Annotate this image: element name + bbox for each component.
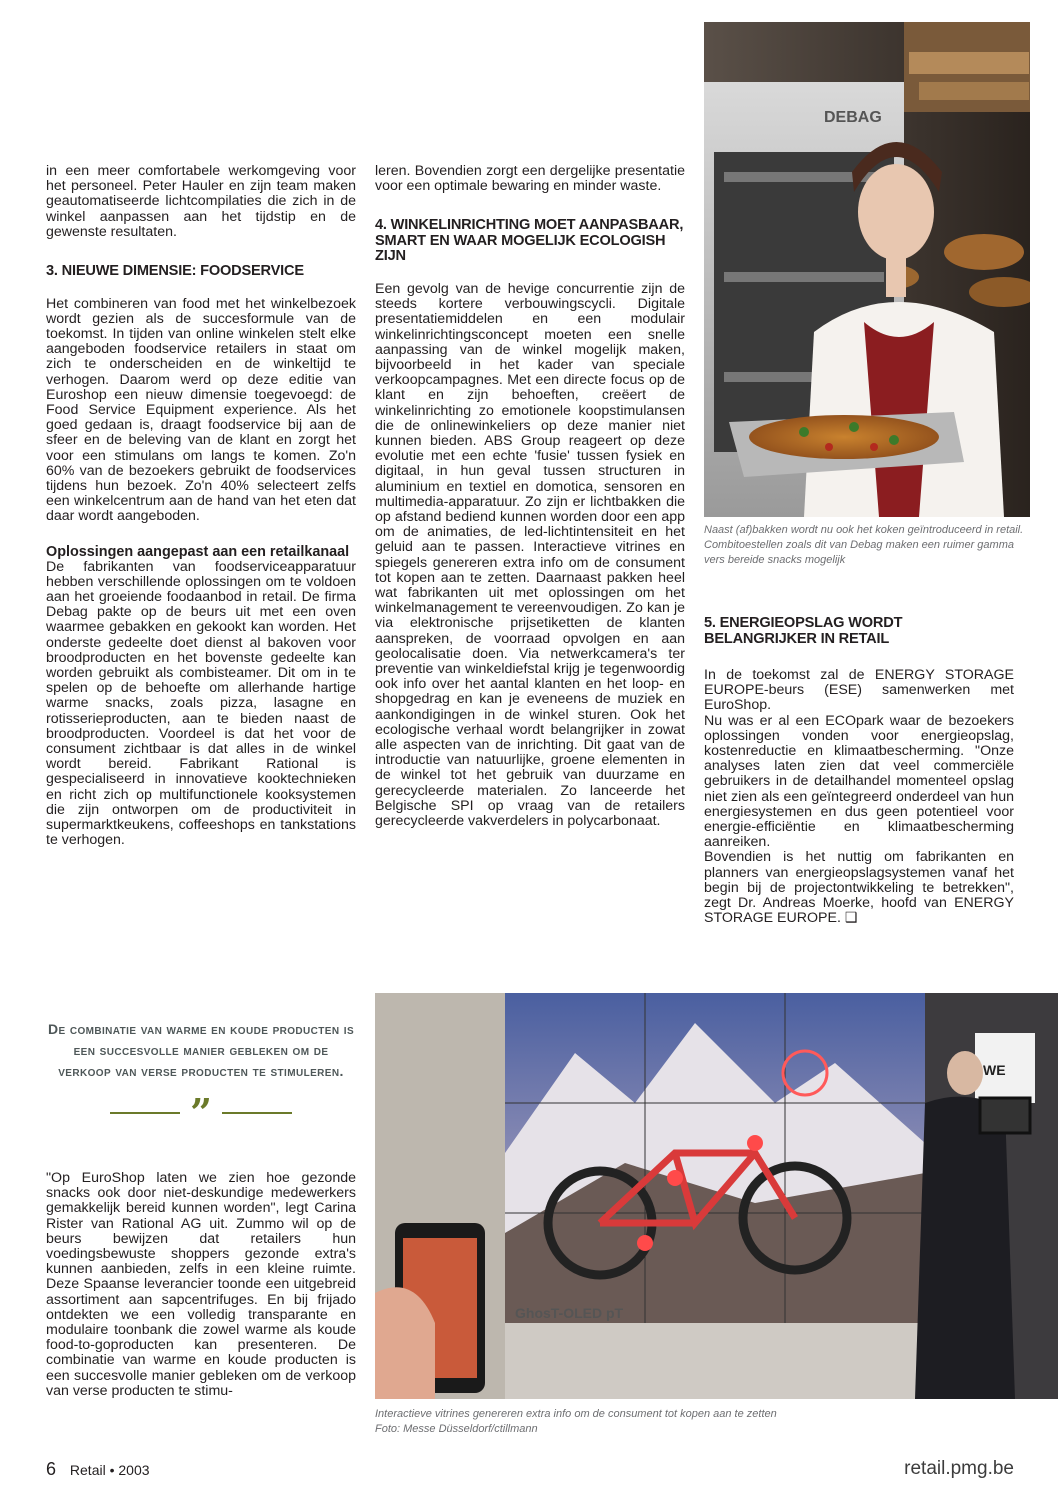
paragraph: In de toekomst zal de ENERGY STORAGE EUROPE-beurs (ESE) samenwerken met EuroShop. bbox=[704, 667, 1014, 714]
page-number: 6 bbox=[46, 1459, 57, 1479]
column-2 bbox=[375, 164, 685, 829]
photo-caption-debag: Naast (af)bakken wordt nu ook het koken geïntroduceerd in retail. Combitoestellen zoals dit van Debag maken een ruimer gamma vers bereide snacks mogelijk bbox=[704, 524, 1024, 566]
page-footer-left bbox=[46, 1459, 150, 1480]
quote-divider bbox=[46, 1090, 356, 1135]
paragraph: "Op EuroShop laten we zien hoe gezonde snacks ook door niet-deskundige medewerkers gemakkelijk bereid kunnen worden", legt Carina Rister van Rational AG uit. Zummo wil op de beurs bewijzen dat retailers hun voedingsbewuste shoppers gezonde extra's kunnen aanbieden, zelfs in een kleine ruimte. Deze Spaanse leverancier toonde een uitgebreid assortiment aan sapcentrifuges. En bij frijado ontdekten we een volledig transparante en modulaire toonbank die zowel warme als koude food-to-goproducten kan presenteren. De combinatie van warme en koude producten is een succesvolle manier gebleken om de verkoop van verse producten te stimu- bbox=[46, 1170, 356, 1399]
paragraph-text: Bovendien is het nuttig om fabrikanten en planners van energieopslagsystemen vanaf het begin bij de projectontwikkeling te betrekken", zegt Dr. Andreas Moerke, hoofd van ENERGY STORAGE EUROPE. bbox=[704, 849, 1014, 927]
section-heading-foodservice: 3. NIEUWE DIMENSIE: FOODSERVICE bbox=[46, 263, 304, 280]
divider-line bbox=[110, 1112, 180, 1114]
paragraph: in een meer comfortabele werkomgeving voor het personeel. Peter Hauler en zijn team maken geautomatiseerde lichtcompilaties die zich in de winkel aanpassen aan het tijdstip en de gewenste resultaten. bbox=[46, 163, 356, 240]
photo-credit: Foto: Messe Düsseldorf/ctillmann bbox=[375, 1423, 538, 1435]
paragraph: De fabrikanten van foodserviceapparatuur hebben verschillende oplossingen om te voldoen aan het groeiende foodaanbod in retail. De firma Debag pakte op de beurs uit met een oven waarmee gebakken en gekookt kan worden. Het onderste gedeelte doet dienst al bakoven voor broodproducten en het bovenste gedeelte kan worden gebruikt als combisteamer. Dit om in te spelen op de behoefte om allerhande hartige warme snacks, zoals pizza, lasagne en rotisserieproducten, aan te bieden naast de broodproducten. Voordeel is dat het voor de consument zichtbaar is dat alles in de winkel wordt bereid. Fabrikant Rational is gespecialiseerd in innovatieve kooktechnieken en richt zich op multifunctionele kooksystemen die zijn ontworpen om de productiviteit in supermarktkeukens, coffeeshops en tankstations te verhogen. bbox=[46, 558, 356, 849]
paragraph: Het combineren van food met het winkelbezoek wordt gezien als de succesformule van de toekomst. In tijden van online winkelen stelt elke aangeboden foodservice retailers in staat om zich te onderscheiden en de winkeltijd te verhogen. Daarom werd op deze editie van Euroshop een nieuw dimensie toegevoegd: de Food Service Equipment experience. Als het goed gedaan is, draagt foodservice bij aan de sfeer en de beleving van de klant en zorgt het voor een stimulans om langs te komen. Zo'n 60% van de bezoekers gebruikt de foodservices tijdens hun bezoek. Zo'n 40% selecteert zelfs een winkelcentrum aan de hand van het eten dat daar wordt aangeboden. bbox=[46, 295, 356, 525]
debag-oven-illustration bbox=[704, 22, 1030, 517]
booth-sign-text: WE bbox=[983, 1062, 1006, 1078]
paragraph: Een gevolg van de hevige concurrentie zijn de steeds kortere verbouwingscycli. Digitale presentatiemiddelen en een modulair winkelinrichtingsconcept moeten een snelle aanpassing van de winkel mogelijk maken, bijvoorbeeld in het kader van speciale verkoopcampagnes. Met een directe focus op de klant en zijn behoeften, creëert de winkelinrichting zo emotionele koopstimulansen die de onlinewinkeliers op deze manier niet kunnen bieden. ABS Group reageert op deze evolutie met een echte 'fusie' tussen fysiek en digitaal, in hun geval tussen structuren in aluminium en textiel en domotica, sensoren en multimedia-apparatuur. Zo zijn er lichtbakken die op afstand bediend kunnen worden door een app om de animaties, de led-lichtintensiteit en het geluid aan te passen. Interactieve vitrines en spiegels genereren extra info om de consument tot kopen aan te zetten. Daarnaast pakken heel wat fabrikanten uit met oplossingen om het winkelmanagement te vereenvoudigen. Zo kan je via elektronische prijsetiketten de klanten aanspreken, de voorraad opvolgen en aan geolocalisatie doen. Via netwerkcamera's ter preventie van winkeldiefstal krijg je tegenwoordig ook info over het aantal klanten en het loop- en shopgedrag en kan je eveneens de muziek en aankondigingen in de winkel sturen. Ook het ecologische verhaal wordt belangrijker in zowat alle aspecten van de inrichting. Dit gaat van de introductie van natuurlijke, groene elementen in de winkel tot het gebruik van duurzame en gerecycleerde materialen. Zo lanceerde het Belgische SPI op vraag van de retailers gerecycleerde vakverdelers in polycarbonaat. bbox=[375, 280, 685, 830]
section-heading-winkelinrichting: 4. WINKELINRICHTING MOET AANPASBAAR, SMART EN WAAR MOGELIJK ECOLOGISH ZIJN bbox=[375, 217, 684, 265]
pull-quote bbox=[46, 1019, 356, 1135]
column-1-continued bbox=[46, 1171, 356, 1399]
quote-mark-icon: ” bbox=[190, 1090, 212, 1135]
section-heading-energieopslag: 5. ENERGIEOPSLAG WORDT BELANGRIJKER IN RETAIL bbox=[704, 615, 903, 647]
paragraph: Nu was er al een ECOpark waar de bezoekers oplossingen vonden voor energieopslag, kostenreductie en klimaatbescherming. "Onze analyses laten zien dat veel commerciële gebruikers in de detailhandel momenteel opslag niet zien als een geïntegreerd onderdeel van hun energiesystemen en dus geen potentieel voor energie-efficiëntie en klimaatbescherming aanreiken. bbox=[704, 712, 1014, 851]
caption-text: Interactieve vitrines genereren extra info om de consument tot kopen aan te zetten bbox=[375, 1408, 777, 1420]
divider-line bbox=[222, 1112, 292, 1114]
oven-brand-label: DEBAG bbox=[824, 109, 882, 126]
bike-model-label: GhosT-OLED pT bbox=[515, 1305, 624, 1321]
paragraph: leren. Bovendien zorgt een dergelijke presentatie voor een optimale bewaring en minder waste. bbox=[375, 163, 685, 195]
interactive-vitrine-illustration bbox=[375, 993, 1058, 1399]
end-mark-icon: ❑ bbox=[844, 910, 858, 927]
photo-interactive-vitrine bbox=[375, 993, 1058, 1399]
photo-caption-vitrine bbox=[375, 1407, 1035, 1437]
pull-quote-text: De combinatie van warme en koude producten is een succesvolle manier gebleken om de verkoop van verse producten te stimuleren. bbox=[47, 1021, 355, 1079]
column-3 bbox=[704, 616, 1014, 926]
subheading-oplossingen: Oplossingen aangepast aan een retailkanaal bbox=[46, 543, 350, 560]
column-1 bbox=[46, 164, 356, 848]
website-link[interactable]: retail.pmg.be bbox=[904, 1458, 1014, 1479]
magazine-issue: Retail • 2003 bbox=[69, 1462, 150, 1478]
paragraph bbox=[704, 850, 1014, 926]
photo-debag-oven bbox=[704, 22, 1030, 517]
